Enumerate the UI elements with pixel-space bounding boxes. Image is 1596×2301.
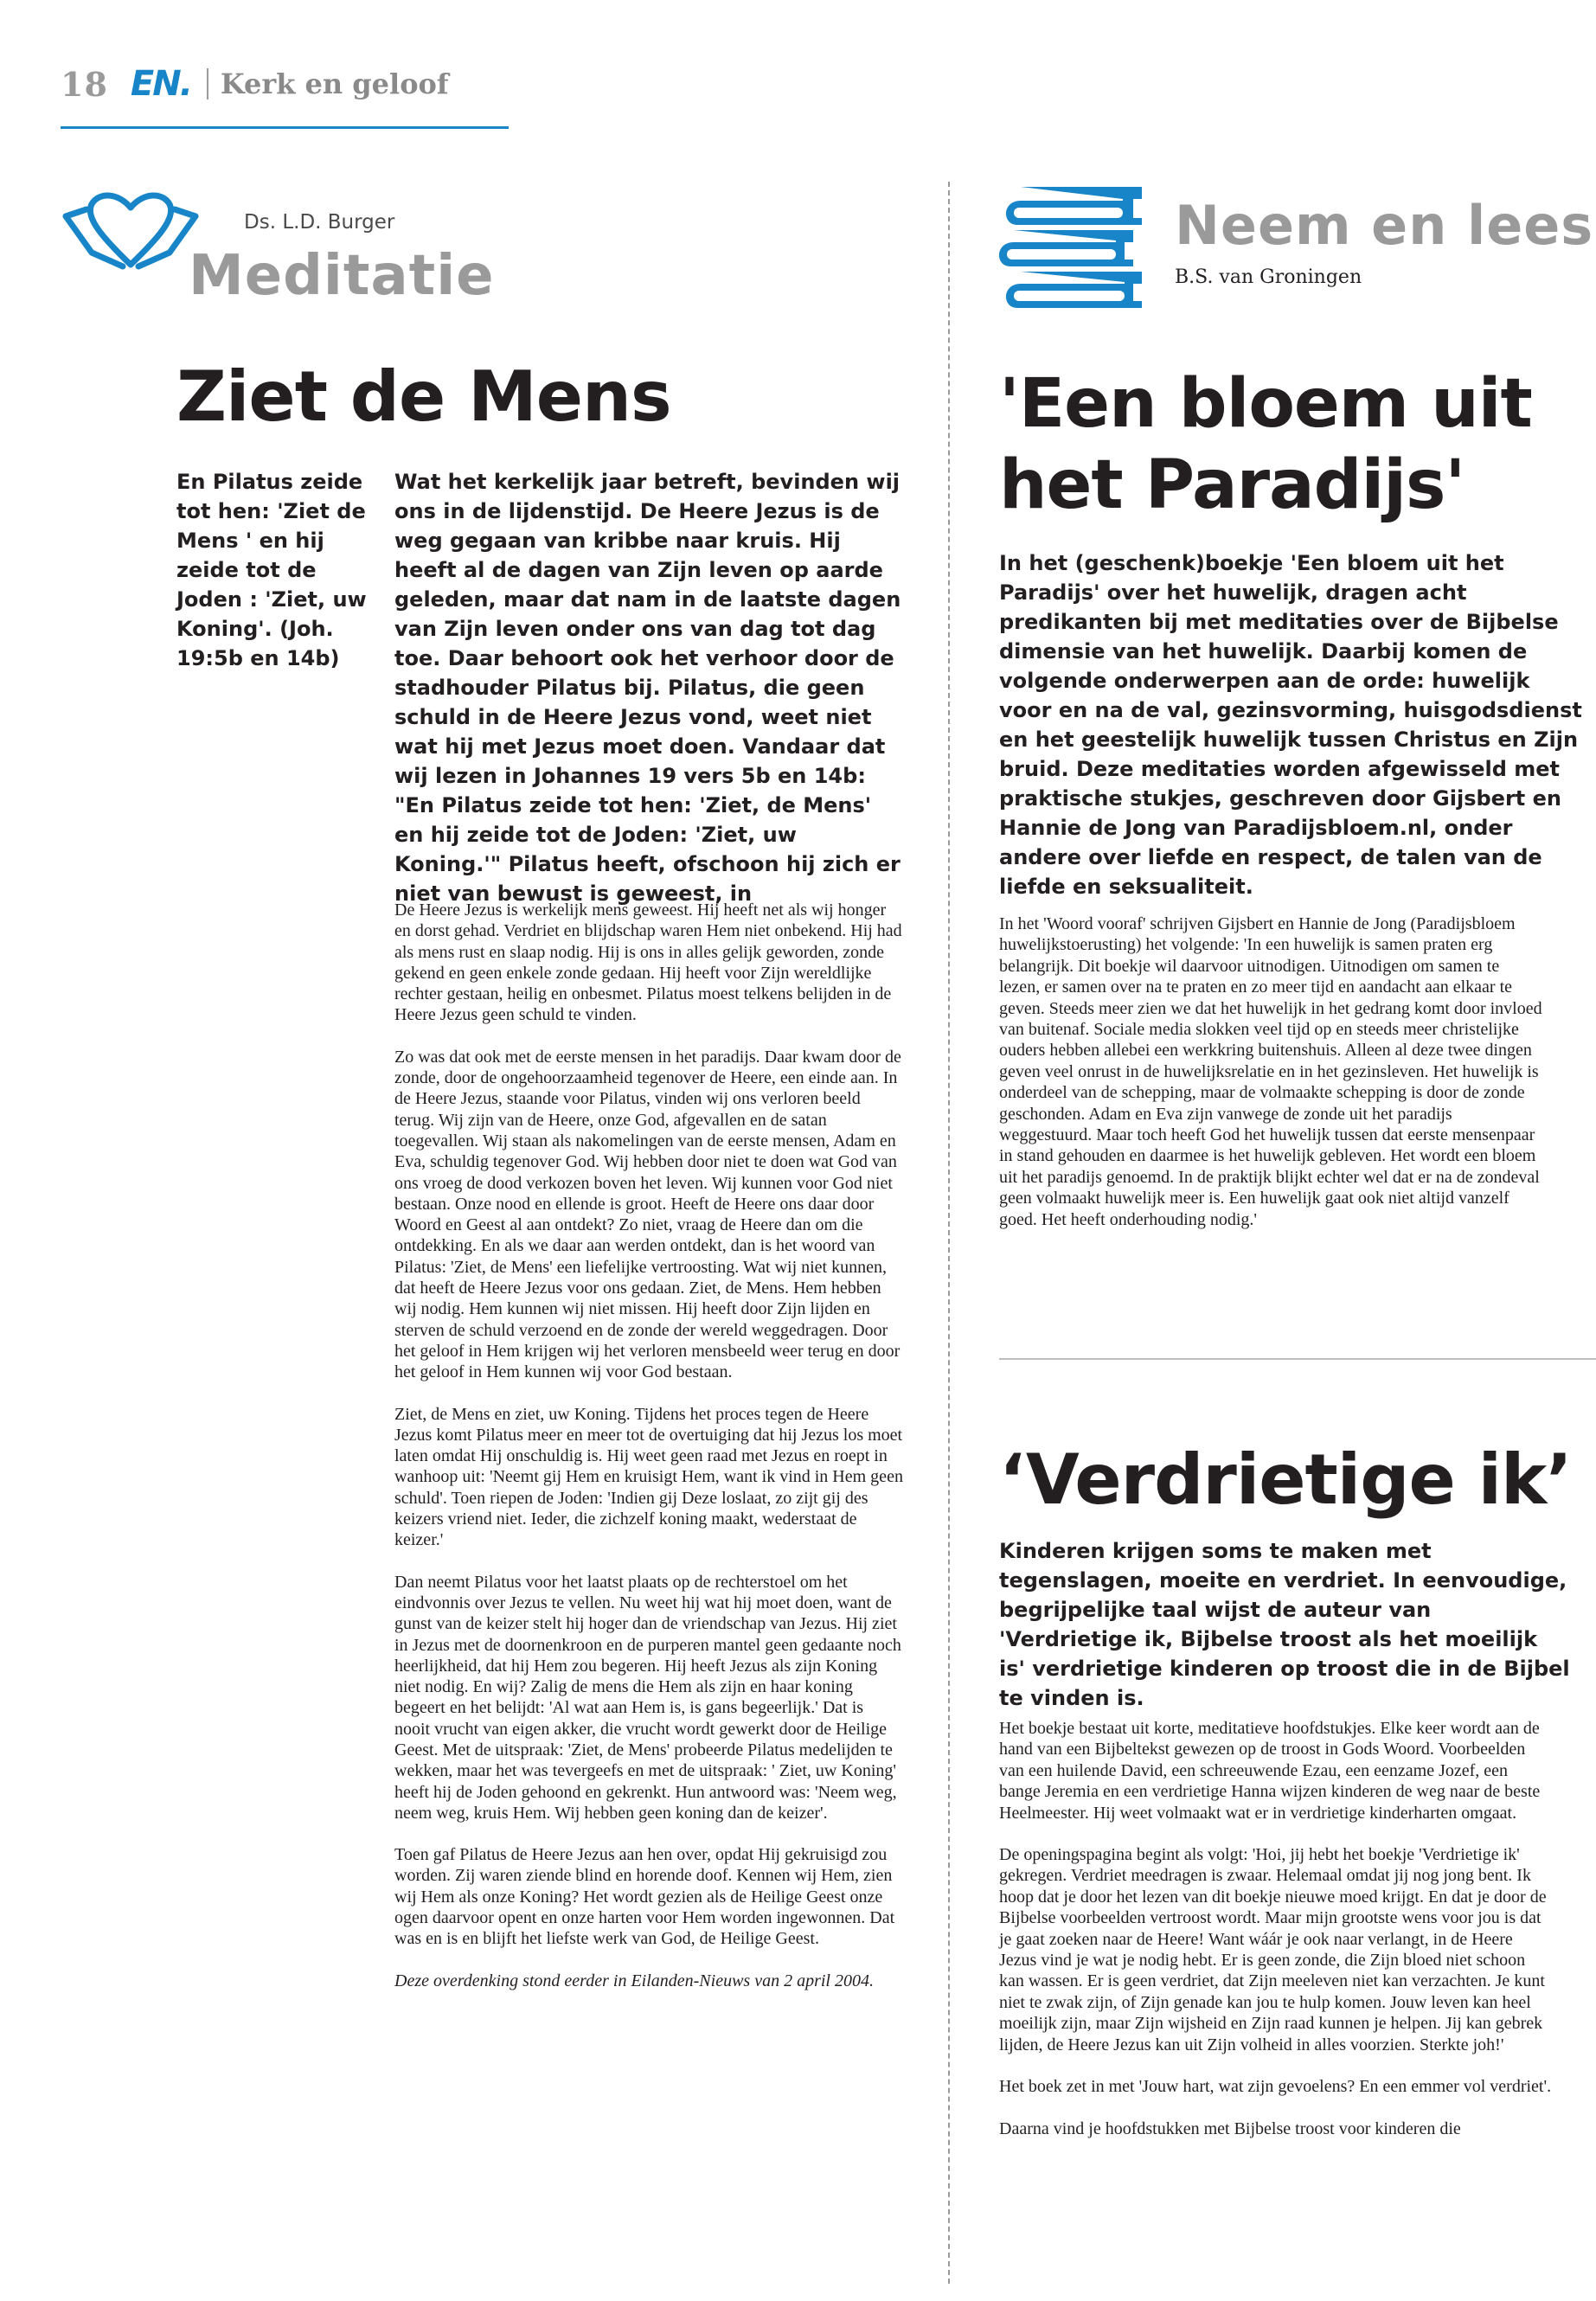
section-title: Kerk en geloof bbox=[220, 67, 449, 100]
bible-quote: En Pilatus zeide tot hen: 'Ziet de Mens ' en hij zeide tot de Joden : 'Ziet, uw Koning'. (Joh. 19:5b en 14b) bbox=[176, 470, 367, 670]
stacked-books-icon bbox=[995, 182, 1146, 311]
body-paragraph: Het boekje bestaat uit korte, meditatieve hoofdstukjes. Elke keer wordt aan de hand van een Bijbeltekst gewezen op de troost in Gods Woord. Voorbeelden van een huilende David, een schreeuwende Ezau, een eenzame Jozef, een bange Jeremia en een verdrietige Hanna wijzen kinderen de weg naar de beste Heelmeester. Hij weet volmaakt wat er in verdrietige kinderharten omgaat. bbox=[999, 1719, 1541, 1823]
article-title-bloem bbox=[999, 363, 1570, 526]
body-paragraph: Dan neemt Pilatus voor het laatst plaats op de rechterstoel om het eindvonnis over Jezus te vellen. Nu weet hij wat hij moet doen, want de gunst van de keizer stelt hij hoger dan de vriendschap van Jezus. Hij ziet in Jezus met de doornenkroon en de purperen mantel geen gedaante noch heerlijkheid, dat hij Hem zou begeren. Hij heeft Jezus als zijn Koning niet nodig. En wij? Zalig de mens die Hem als zijn en haar koning begeert en het belijdt: 'Al wat aan Hem is, is gans begeerlijk.' Dat is nooit vrucht van eigen akker, die vrucht wordt gewerkt door de Heilige Geest. Met de uitspraak: 'Ziet, de Mens' probeerde Pilatus medelijden te wekken, maar het was tevergeefs en met de uitspraak: ' Ziet, uw Koning' heeft hij de Joden gehoond en gekrenkt. Hun antwoord was: 'Neem weg, neem weg, kruis Hem. Wij hebben geen koning dan de keizer'. bbox=[394, 1572, 901, 1823]
title-line: het Paradijs' bbox=[999, 446, 1465, 524]
body-paragraph: De Heere Jezus is werkelijk mens geweest. Hij heeft net als wij honger en dorst gehad. Verdriet en blijdschap waren Hem niet onbekend. Hij had als mens rust en slaap nodig. Hij is ons in alles gelijk geworden, zonde gekend en geen enkele zonde gedaan. Hij heeft voor Zijn wereldlijke rechter gestaan, heilig en onbesmet. Pilatus moest telkens belijden in de Heere Jezus geen schuld te vinden. bbox=[394, 901, 902, 1025]
body-paragraph: Daarna vind je hoofdstukken met Bijbelse troost voor kinderen die bbox=[999, 2118, 1461, 2138]
body-paragraph: Zo was dat ook met de eerste mensen in het paradijs. Daar kwam door de zonde, door de ongehoorzaamheid tegenover de Heere, een einde aan. In de Heere Jezus, staande voor Pilatus, vinden wij ons verloren beeld terug. Wij zijn van de Heere, onze God, afgevallen en de satan toegevallen. Wij staan als nakomelingen van de eerste mensen, Adam en Eva, schuldig tegenover God. Wij hebben door niet te doen wat God van ons vroeg de dood verkozen boven het leven. Wij kunnen voor God niet bestaan. Onze nood en ellende is groot. Heeft de Heere ons daar door Woord en Geest al aan ontdekt? Zo niet, vraag de Heere dan om die ontdekking. En als we daar aan werden ontdekt, dan is het woord van Pilatus: 'Ziet, de Mens' een liefelijke vertroosting. Wat wij niet kunnen, dat heeft de Heere Jezus voor ons gedaan. Ziet, de Mens. Hem hebben wij nodig. Hem kunnen wij niet missen. Hij heeft door Zijn lijden en sterven de schuld verzoend en de zonde der wereld weggedragen. Door het geloof in Hem krijgen wij het verloren mensbeeld weer terug en door het geloof in Hem kunnen wij voor God bestaan. bbox=[394, 1047, 901, 1382]
article-intro-verdrietig: Kinderen krijgen soms te maken met tegenslagen, moeite en verdriet. In eenvoudige, begrijpelijke taal wijst de auteur van 'Verdrietige ik, Bijbelse troost als het moeilijk is' verdrietige kinderen op troost die in de Bijbel te vinden is. bbox=[999, 1539, 1570, 1710]
open-book-heart-icon bbox=[61, 182, 201, 277]
body-paragraph: Toen gaf Pilatus de Heere Jezus aan hen over, opdat Hij gekruisigd zou worden. Zij waren ziende blind en horende doof. Kennen wij Hem, zien wij Hem als onze Koning? Het wordt gezien als de Heilige Geest onze ogen daarvoor opent en onze harten voor Hem worden ingewonnen. Dat was en is en blijft het liefste werk van God, de Heilige Geest. bbox=[394, 1845, 895, 1949]
header-rule bbox=[61, 126, 509, 129]
meditation-body bbox=[394, 900, 903, 1991]
meditation-author: Ds. L.D. Burger bbox=[244, 211, 395, 234]
article-intro-bloem: In het (geschenk)boekje 'Een bloem uit het Paradijs' over het huwelijk, dragen acht predikanten bij met meditaties over de Bijbelse dimensie van het huwelijk. Daarbij komen de volgende onderwerpen aan de orde: huwelijk voor en na de val, gezinsvorming, huisgodsdienst en het geestelijk huwelijk tussen Christus en Zijn bruid. Deze meditaties worden afgewisseld met praktische stukjes, geschreven door Gijsbert en Hannie de Jong van Paradijsbloem.nl, onder andere over liefde en respect, de talen van de liefde en seksualiteit. bbox=[999, 551, 1582, 899]
publication-logo: EN. bbox=[130, 64, 191, 104]
title-line: 'Een bloem uit bbox=[999, 365, 1532, 443]
page-number: 18 bbox=[61, 64, 108, 104]
article-body-verdrietig bbox=[999, 1718, 1553, 2160]
reading-author: B.S. van Groningen bbox=[1175, 266, 1362, 288]
body-paragraph: Ziet, de Mens en ziet, uw Koning. Tijdens het proces tegen de Heere Jezus komt Pilatus meer en meer tot de overtuiging dat hij Jezus los moet laten omdat Hij onschuldig is. Hij weet geen raad met Jezus en roept in wanhoop uit: 'Neemt gij Hem en kruisigt Hem, want ik vind in Hem geen schuld'. Toen riepen de Joden: 'Indien gij Deze loslaat, zo zijt gij des keizers vriend niet. Ieder, die zichzelf koning maakt, wederstaat de keizer.' bbox=[394, 1404, 903, 1550]
reading-kicker: Neem en lees bbox=[1175, 194, 1594, 257]
header-separator bbox=[207, 68, 208, 99]
meditation-title: Ziet de Mens bbox=[176, 356, 671, 437]
body-paragraph: Het boek zet in met 'Jouw hart, wat zijn gevoelens? En een emmer vol verdriet'. bbox=[999, 2077, 1552, 2097]
meditation-kicker: Meditatie bbox=[189, 244, 495, 308]
article-title-verdrietig: ‘Verdrietige ik’ bbox=[999, 1439, 1572, 1520]
column-divider bbox=[948, 182, 950, 2284]
article-body-bloem: In het 'Woord vooraf' schrijven Gijsbert en Hannie de Jong (Paradijsbloem huwelijkstoerusting) het volgende: 'In een huwelijk is samen praten erg belangrijk. Dit boekje wil daarvoor uitnodigen. Uitnodigen om samen te lezen, er samen over na te praten en zo meer tijd en aandacht aan elkaar te geven. Steeds meer zien we dat het huwelijk in het gedrang komt door invloed van buitenaf. Sociale media slokken veel tijd op en steeds meer christelijke ouders hebben allebei een werkkring buitenshuis. Alleen al deze twee dingen geven veel onrust in de huwelijksrelatie en in het gezinsleven. Het huwelijk is onderdeel van de schepping, maar de volmaakte schepping is door de zonde geschonden. Adam en Eva zijn vanwege de zonde uit het paradijs weggestuurd. Maar toch heeft God het huwelijk tussen dat eerste mensenpaar in stand gehouden en daarmee is het huwelijk gebleven. Het wordt een bloem uit het paradijs genoemd. In de praktijk blijkt echter wel dat er na de zondeval geen volmaakt huwelijk meer is. Een huwelijk gaat ook niet altijd vanzelf goed. Het heeft onderhouding nodig.' bbox=[999, 914, 1542, 1229]
article-divider bbox=[999, 1358, 1596, 1360]
meditation-intro: Wat het kerkelijk jaar betreft, bevinden wij ons in de lijdenstijd. De Heere Jezus is de weg gegaan van kribbe naar kruis. Hij heeft al de dagen van Zijn leven op aarde geleden, maar dat nam in de laatste dagen van Zijn leven onder ons van dag tot dag toe. Daar behoort ook het verhoor door de stadhouder Pilatus bij. Pilatus, die geen schuld in de Heere Jezus vond, weet niet wat hij met Jezus moet doen. Vandaar dat wij lezen in Johannes 19 vers 5b en 14b: "En Pilatus zeide tot hen: 'Ziet, de Mens' en hij zeide tot de Joden: 'Ziet, uw Koning.'" Pilatus heeft, ofschoon hij zich er niet van bewust is geweest, in bbox=[394, 470, 901, 906]
source-note: Deze overdenking stond eerder in Eilanden-Nieuws van 2 april 2004. bbox=[394, 1971, 874, 1990]
body-paragraph: De openingspagina begint als volgt: 'Hoi, jij hebt het boekje 'Verdrietige ik' gekregen. Verdriet meedragen is zwaar. Helemaal omdat jij nog jong bent. Ik hoop dat je door het lezen van dit boekje nieuwe moed krijgt. En dat je door de Bijbelse voorbeelden vertroost wordt. Maar mijn grootste wens voor jou is dat je gaat zoeken naar de Heere! Want wáár je ook naar verlangt, in de Heere Jezus vind je wat je nodig hebt. Er is geen zonde, die Zijn bloed niet schoon kan wassen. Er is geen verdriet, dat Zijn meeleven niet kan verzachten. Je kunt niet te zwak zijn, of Zijn genade kan jou te hulp komen. Jouw leven kan heel moeilijk zijn, maar Zijn wijsheid en Zijn raad kunnen je helpen. Jij kan gebrek lijden, de Heere Jezus kan uit Zijn volheid in alles voorzien. Sterkte joh!' bbox=[999, 1845, 1547, 2054]
page-header bbox=[61, 62, 449, 106]
